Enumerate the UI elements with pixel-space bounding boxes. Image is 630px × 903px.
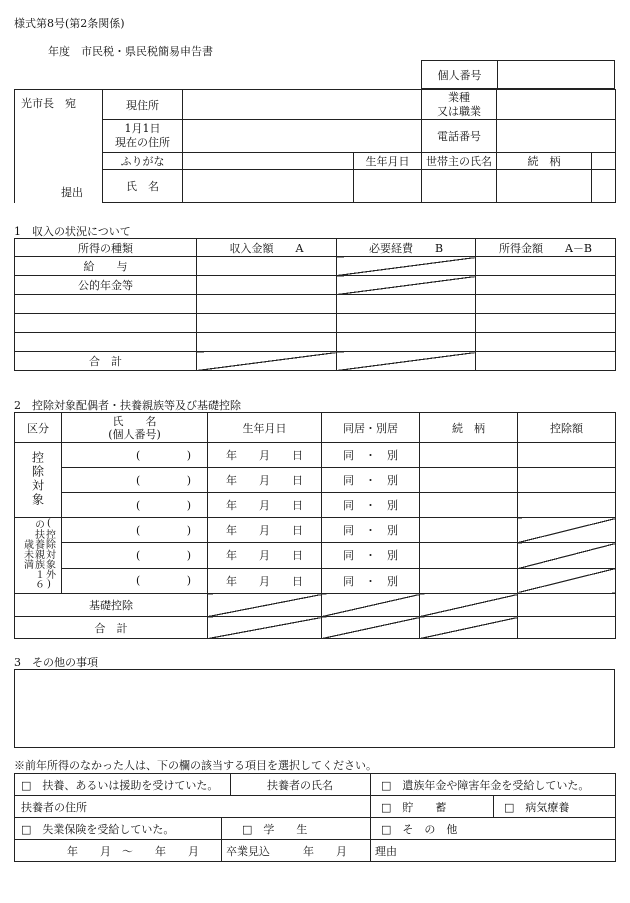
group-dependents-label: 控除対象 (30, 450, 45, 507)
group-under16 (15, 518, 62, 594)
basic-amount-input[interactable] (518, 594, 616, 617)
submit-label: 提出 (61, 186, 83, 199)
deduction-header-birth: 生年月日 (208, 413, 322, 443)
child-name-input[interactable]: ( ) (62, 543, 208, 568)
birthdate-input[interactable] (354, 170, 422, 203)
total-crossed (208, 617, 322, 639)
group-under16-label: (控除対象外)の扶養親族１６歳未満 (21, 518, 55, 590)
dependent-relation-input[interactable] (420, 468, 518, 493)
child-living[interactable]: 同 ・ 別 (322, 518, 420, 543)
expense-crossed (337, 276, 476, 295)
deduction-table (14, 412, 616, 639)
occupation-label: 業種 又は職業 (422, 90, 497, 120)
relation-input[interactable] (497, 170, 592, 203)
furigana-input[interactable] (183, 153, 354, 170)
income-table (14, 238, 616, 371)
child-name-input[interactable]: ( ) (62, 568, 208, 593)
no-income-table (14, 773, 616, 862)
basic-crossed (420, 594, 518, 617)
householder-input[interactable] (422, 170, 497, 203)
addressee: 光市長 宛 (21, 97, 76, 110)
child-amount-crossed (518, 543, 616, 568)
occupation-input[interactable] (497, 90, 616, 120)
deduction-total-label: 合 計 (15, 617, 208, 639)
expense-input[interactable] (337, 295, 476, 314)
net-input[interactable] (476, 295, 616, 314)
dependent-birth[interactable]: 年 月 日 (208, 443, 322, 468)
dependent-amount-input[interactable] (518, 468, 616, 493)
other-matters-input[interactable] (14, 669, 615, 748)
unemployment-period[interactable]: 年 月 ～ 年 月 (15, 840, 222, 862)
basic-crossed (208, 594, 322, 617)
my-number-input[interactable] (498, 61, 614, 88)
income-header-expense: 必要経費 B (337, 239, 476, 257)
deduction-header-living: 同居・別居 (322, 413, 420, 443)
supporter-name-label: 扶養者の氏名 (231, 774, 371, 796)
income-header-net: 所得金額 A－B (476, 239, 616, 257)
supporter-address-label[interactable]: 扶養者の住所 (15, 796, 371, 818)
income-row-label[interactable] (15, 295, 197, 314)
deduction-header-name: 氏 名 (個人番号) (62, 413, 208, 443)
net-input[interactable] (476, 276, 616, 295)
income-total-label: 合 計 (15, 352, 197, 371)
dependent-birth[interactable]: 年 月 日 (208, 493, 322, 518)
jan1-address-label: 1月1日 現在の住所 (103, 120, 183, 153)
section3-title: 3 その他の事項 (14, 656, 98, 669)
deduction-total-input[interactable] (518, 617, 616, 639)
opt-pension[interactable]: □ 遺族年金や障害年金を受給していた。 (371, 774, 616, 796)
opt-other[interactable]: □ そ の 他 (371, 818, 616, 840)
dependent-living[interactable]: 同 ・ 別 (322, 468, 420, 493)
total-crossed (420, 617, 518, 639)
opt-student[interactable]: □ 学 生 (222, 818, 371, 840)
expense-total-crossed (337, 352, 476, 371)
income-total-crossed (197, 352, 337, 371)
other-reason[interactable]: 理由 (371, 840, 616, 862)
current-address-input[interactable] (183, 90, 422, 120)
opt-medical[interactable]: □ 病気療養 (494, 796, 616, 818)
expense-input[interactable] (337, 314, 476, 333)
income-row-label[interactable] (15, 333, 197, 352)
deduction-header-category: 区分 (15, 413, 62, 443)
income-row-label[interactable] (15, 314, 197, 333)
opt-unemployment[interactable]: □ 失業保険を受給していた。 (15, 818, 222, 840)
child-relation-input[interactable] (420, 518, 518, 543)
my-number-box (421, 60, 615, 89)
birthdate-label: 生年月日 (354, 153, 422, 170)
child-name-input[interactable]: ( ) (62, 518, 208, 543)
child-birth[interactable]: 年 月 日 (208, 543, 322, 568)
child-birth[interactable]: 年 月 日 (208, 568, 322, 593)
income-amount-input[interactable] (197, 314, 337, 333)
child-living[interactable]: 同 ・ 別 (322, 543, 420, 568)
addressee-cell (15, 90, 103, 203)
net-input[interactable] (476, 314, 616, 333)
section2-title: 2 控除対象配偶者・扶養親族等及び基礎控除 (14, 399, 241, 412)
dependent-name-input[interactable]: ( ) (62, 493, 208, 518)
applicant-table (14, 89, 616, 203)
net-total-input[interactable] (476, 352, 616, 371)
basic-deduction-label: 基礎控除 (15, 594, 208, 617)
form-title: 年度 市民税・県民税簡易申告書 (48, 45, 213, 58)
dependent-birth[interactable]: 年 月 日 (208, 468, 322, 493)
phone-input[interactable] (497, 120, 616, 153)
phone-label: 電話番号 (422, 120, 497, 153)
child-amount-crossed (518, 518, 616, 543)
income-amount-input[interactable] (197, 257, 337, 276)
dependent-living[interactable]: 同 ・ 別 (322, 443, 420, 468)
child-amount-crossed (518, 568, 616, 593)
child-living[interactable]: 同 ・ 別 (322, 568, 420, 593)
graduation-expected[interactable]: 卒業見込 年 月 (222, 840, 371, 862)
income-amount-input[interactable] (197, 333, 337, 352)
dependent-relation-input[interactable] (420, 443, 518, 468)
my-number-label: 個人番号 (422, 61, 498, 88)
relation-label: 続 柄 (497, 153, 592, 170)
income-header-type: 所得の種類 (15, 239, 197, 257)
name-input[interactable] (183, 170, 354, 203)
child-birth[interactable]: 年 月 日 (208, 518, 322, 543)
deduction-header-relation: 続 柄 (420, 413, 518, 443)
basic-crossed (322, 594, 420, 617)
child-relation-input[interactable] (420, 543, 518, 568)
dependent-amount-input[interactable] (518, 443, 616, 468)
expense-crossed (337, 257, 476, 276)
section1-title: 1 収入の状況について (14, 225, 131, 238)
group-dependents (15, 443, 62, 518)
income-row-label: 公的年金等 (15, 276, 197, 295)
blank-cell (592, 153, 616, 170)
dependent-name-input[interactable]: ( ) (62, 443, 208, 468)
note-text: ※前年所得のなかった人は、下の欄の該当する項目を選択してください。 (14, 759, 377, 772)
total-crossed (322, 617, 420, 639)
net-input[interactable] (476, 257, 616, 276)
opt-savings[interactable]: □ 貯 蓄 (371, 796, 494, 818)
net-input[interactable] (476, 333, 616, 352)
dependent-name-input[interactable]: ( ) (62, 468, 208, 493)
form-number: 様式第8号(第2条関係) (14, 17, 125, 30)
extra-input[interactable] (592, 170, 616, 203)
jan1-address-input[interactable] (183, 120, 422, 153)
dependent-living[interactable]: 同 ・ 別 (322, 493, 420, 518)
deduction-header-amount: 控除額 (518, 413, 616, 443)
furigana-label: ふりがな (103, 153, 183, 170)
income-row-label: 給 与 (15, 257, 197, 276)
income-header-amount: 収入金額 A (197, 239, 337, 257)
opt-supported[interactable]: □ 扶養、あるいは援助を受けていた。 (15, 774, 231, 796)
child-relation-input[interactable] (420, 568, 518, 593)
current-address-label: 現住所 (103, 90, 183, 120)
income-amount-input[interactable] (197, 295, 337, 314)
name-label: 氏 名 (103, 170, 183, 203)
dependent-amount-input[interactable] (518, 493, 616, 518)
income-amount-input[interactable] (197, 276, 337, 295)
householder-label: 世帯主の氏名 (422, 153, 497, 170)
expense-input[interactable] (337, 333, 476, 352)
dependent-relation-input[interactable] (420, 493, 518, 518)
